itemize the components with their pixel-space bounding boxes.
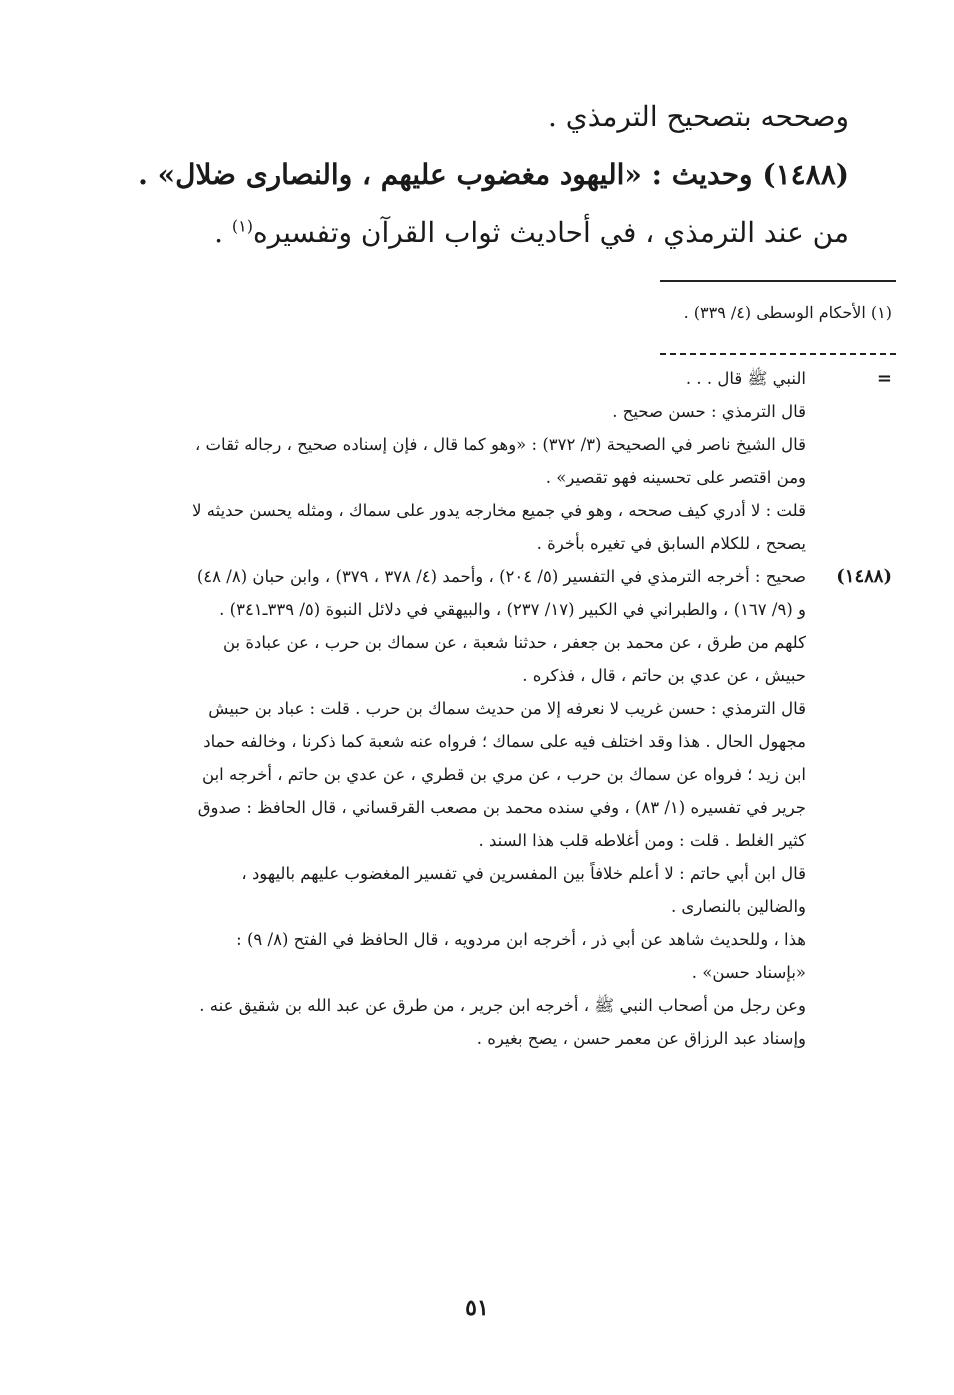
- note-paragraph: النبي ﷺ قال . . .: [685, 369, 806, 388]
- notes-divider: [660, 353, 896, 355]
- notes-section: [190, 362, 892, 1055]
- note-paragraph: قال الترمذي : حسن غريب لا نعرفه إلا من حديث سماك بن حرب . قلت : عباد بن حبيش مجهول الحال . هذا وقد اختلف فيه على سماك ؛ فرواه عنه شعبة كما ذكرنا ، وخالفه حماد ابن زيد ؛ فرواه عن سماك بن حرب ، عن مري بن قطري ، عن عدي بن حاتم ، أخرجه ابن جرير في تفسيره (١/ ٨٣) ، وفي سنده محمد بن مصعب القرقساني ، قال الحافظ : صدوق كثير الغلط . قلت : ومن أغلاطه قلب هذا السند .: [197, 699, 806, 850]
- footnote-reference: (١): [231, 216, 253, 236]
- note-paragraph: كلهم من طرق ، عن محمد بن جعفر ، حدثنا شعبة ، عن سماك بن حرب ، عن عبادة بن حبيش ، عن عدي بن حاتم ، قال ، فذكره .: [222, 633, 806, 685]
- note-continuation: [190, 362, 892, 560]
- main-line-1: وصححه بتصحيح الترمذي .: [548, 100, 849, 133]
- note-paragraph: قال ابن أبي حاتم : لا أعلم خلافاً بين المفسرين في تفسير المغضوب عليهم باليهود ، والضالين بالنصارى .: [241, 864, 806, 916]
- note-marker: =: [876, 368, 892, 389]
- footnote-1: (١) الأحكام الوسطى (٤/ ٣٣٩) .: [683, 303, 892, 322]
- main-line-3-end: .: [214, 216, 232, 249]
- main-line-3: [180, 204, 849, 262]
- note-marker: (١٤٨٨): [836, 566, 892, 587]
- main-text: [138, 88, 849, 262]
- main-line-3-text: من عند الترمذي ، في أحاديث ثواب القرآن وتفسيره: [252, 216, 849, 249]
- hadith-heading-text: وحديث : «اليهود مغضوب عليهم ، والنصارى ضلال» .: [138, 158, 753, 191]
- hadith-heading: [138, 146, 849, 204]
- note-paragraph: صحيح : أخرجه الترمذي في التفسير (٥/ ٢٠٤) ، وأحمد (٤/ ٣٧٨ ، ٣٧٩) ، وابن حبان (٨/ ٤٨) و (٩/ ١٦٧) ، والطبراني في الكبير (١٧/ ٢٣٧) ، والبيهقي في دلائل النبوة (٥/ ٣٣٩ـ٣٤١) .: [196, 567, 806, 619]
- note-1488: [190, 560, 892, 1055]
- note-paragraph: قلت : لا أدري كيف صححه ، وهو في جميع مخارجه يدور على سماك ، ومثله يحسن حديثه لا يصحح ، للكلام السابق في تغيره بأخرة .: [192, 501, 806, 553]
- page-number: ٥١: [465, 1295, 489, 1321]
- note-paragraph: قال الترمذي : حسن صحيح .: [612, 402, 806, 421]
- note-paragraph: هذا ، وللحديث شاهد عن أبي ذر ، أخرجه ابن مردويه ، قال الحافظ في الفتح (٨/ ٩) : «بإسناد حسن» .: [236, 930, 806, 982]
- note-paragraph: وعن رجل من أصحاب النبي ﷺ ، أخرجه ابن جرير ، من طرق عن عبد الله بن شقيق عنه .: [199, 996, 806, 1015]
- note-paragraph: قال الشيخ ناصر في الصحيحة (٣/ ٣٧٢) : «وهو كما قال ، فإن إسناده صحيح ، رجاله ثقات ، ومن اقتصر على تحسينه فهو تقصير» .: [194, 435, 806, 487]
- note-paragraph: وإسناد عبد الرزاق عن معمر حسن ، يصح بغيره .: [476, 1029, 806, 1048]
- hadith-number: (١٤٨٨): [762, 158, 849, 191]
- footnote-divider: [660, 280, 896, 282]
